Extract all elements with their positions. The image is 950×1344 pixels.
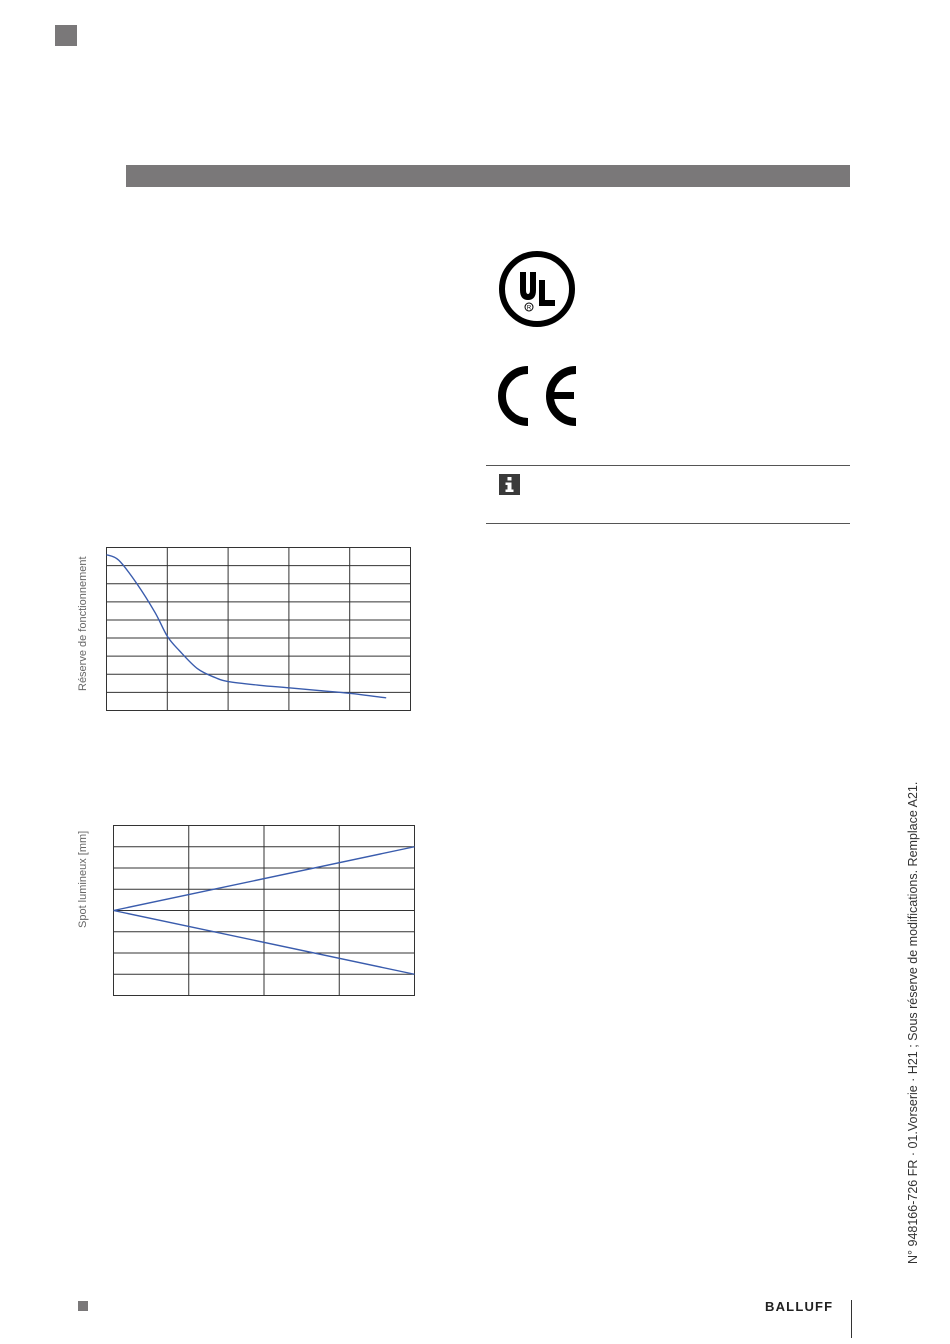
footer-rule xyxy=(851,1300,852,1338)
info-rule-bottom xyxy=(486,523,850,524)
chart-1-ylabel: Réserve de fonctionnement xyxy=(77,556,89,691)
corner-marker xyxy=(55,25,77,46)
light-spot-chart xyxy=(113,825,415,996)
chart-2-ylabel: Spot lumineux [mm] xyxy=(77,830,89,928)
svg-text:BALLUFF: BALLUFF xyxy=(765,1299,834,1313)
section-header-bar xyxy=(126,165,850,187)
footer-marker xyxy=(78,1301,88,1311)
svg-text:R: R xyxy=(526,305,532,312)
ul-listed-icon xyxy=(498,250,576,328)
ce-mark-icon xyxy=(490,365,580,427)
operating-reserve-chart xyxy=(106,547,411,711)
info-rule-top xyxy=(486,465,850,466)
info-icon xyxy=(499,474,520,495)
series-line-1 xyxy=(107,555,387,698)
document-reference-note: N° 948166-726 FR · 01.Vorserie · H21 ; Sous réserve de modifications. Remplace A21. xyxy=(906,781,920,1264)
balluff-logo xyxy=(765,1299,845,1313)
chart-frame xyxy=(107,548,411,711)
